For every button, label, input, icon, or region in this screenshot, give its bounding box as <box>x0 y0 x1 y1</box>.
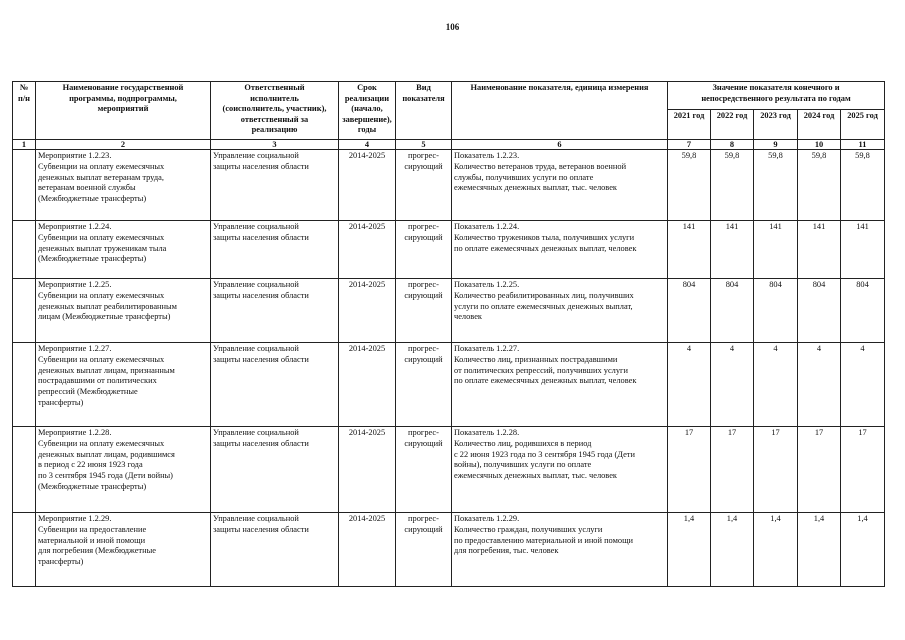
row-indicator: Показатель 1.2.23. Количество ветеранов труда, ветеранов военной службы, получивших услуги по оплате ежемесячных денежных выплат, тыс. человек <box>452 150 668 221</box>
row-term: 2014-2025 <box>339 279 396 343</box>
column-number-row <box>13 140 885 150</box>
header-year-2024: 2024 год <box>798 110 841 140</box>
row-value-2022: 804 <box>711 279 754 343</box>
row-name: Мероприятие 1.2.27. Субвенции на оплату ежемесячных денежных выплат лицам, признанным пострадавшими от политических репрессий (Межбюджетные трансферты) <box>36 343 211 427</box>
row-term: 2014-2025 <box>339 343 396 427</box>
header-num: № п/н <box>13 82 36 140</box>
row-value-2023: 59,8 <box>754 150 798 221</box>
header-kind: Вид показателя <box>396 82 452 140</box>
table-row <box>13 221 885 279</box>
column-number: 3 <box>211 140 339 150</box>
row-responsible: Управление социальной защиты населения области <box>211 221 339 279</box>
row-term: 2014-2025 <box>339 427 396 513</box>
row-indicator: Показатель 1.2.25. Количество реабилитированных лиц, получивших услуги по оплате ежемесячных денежных выплат, человек <box>452 279 668 343</box>
header-responsible: Ответственный исполнитель (соисполнитель, участник), ответственный за реализацию <box>211 82 339 140</box>
column-number: 10 <box>798 140 841 150</box>
row-indicator: Показатель 1.2.27. Количество лиц, признанных пострадавшими от политических репрессий, получивших услуги по оплате ежемесячных денежных выплат, человек <box>452 343 668 427</box>
row-value-2023: 1,4 <box>754 513 798 587</box>
row-kind: прогрес- сирующий <box>396 279 452 343</box>
row-num <box>13 427 36 513</box>
table-row <box>13 427 885 513</box>
row-value-2024: 1,4 <box>798 513 841 587</box>
row-responsible: Управление социальной защиты населения области <box>211 279 339 343</box>
header-year-2025: 2025 год <box>841 110 885 140</box>
page-number: 106 <box>445 22 460 32</box>
row-responsible: Управление социальной защиты населения области <box>211 343 339 427</box>
row-value-2022: 17 <box>711 427 754 513</box>
row-name: Мероприятие 1.2.23. Субвенции на оплату ежемесячных денежных выплат ветеранам труда, ветеранам военной службы (Межбюджетные трансферты) <box>36 150 211 221</box>
row-term: 2014-2025 <box>339 513 396 587</box>
row-num <box>13 513 36 587</box>
header-program-name: Наименование государственной программы, подпрограммы, мероприятий <box>36 82 211 140</box>
header-term: Срок реализации (начало, завершение), годы <box>339 82 396 140</box>
row-value-2023: 804 <box>754 279 798 343</box>
table-row <box>13 513 885 587</box>
row-num <box>13 221 36 279</box>
table-row <box>13 279 885 343</box>
header-year-2022: 2022 год <box>711 110 754 140</box>
row-value-2025: 141 <box>841 221 885 279</box>
row-value-2021: 4 <box>668 343 711 427</box>
row-value-2025: 17 <box>841 427 885 513</box>
row-value-2024: 804 <box>798 279 841 343</box>
row-value-2024: 17 <box>798 427 841 513</box>
row-name: Мероприятие 1.2.25. Субвенции на оплату ежемесячных денежных выплат реабилитированным лицам (Межбюджетные трансферты) <box>36 279 211 343</box>
row-kind: прогрес- сирующий <box>396 427 452 513</box>
header-year-2023: 2023 год <box>754 110 798 140</box>
row-value-2022: 4 <box>711 343 754 427</box>
row-value-2025: 1,4 <box>841 513 885 587</box>
column-number: 5 <box>396 140 452 150</box>
table-row <box>13 343 885 427</box>
column-number: 8 <box>711 140 754 150</box>
row-kind: прогрес- сирующий <box>396 221 452 279</box>
row-value-2021: 17 <box>668 427 711 513</box>
row-responsible: Управление социальной защиты населения области <box>211 150 339 221</box>
row-value-2021: 59,8 <box>668 150 711 221</box>
row-kind: прогрес- сирующий <box>396 513 452 587</box>
column-number: 11 <box>841 140 885 150</box>
row-value-2021: 1,4 <box>668 513 711 587</box>
row-term: 2014-2025 <box>339 221 396 279</box>
row-indicator: Показатель 1.2.29. Количество граждан, получивших услуги по предоставлению материальной и иной помощи для погребения, тыс. человек <box>452 513 668 587</box>
row-value-2023: 141 <box>754 221 798 279</box>
row-value-2025: 4 <box>841 343 885 427</box>
column-number: 2 <box>36 140 211 150</box>
column-number: 4 <box>339 140 396 150</box>
row-value-2024: 4 <box>798 343 841 427</box>
row-value-2022: 141 <box>711 221 754 279</box>
row-indicator: Показатель 1.2.24. Количество тружеников тыла, получивших услуги по оплате ежемесячных денежных выплат, человек <box>452 221 668 279</box>
row-value-2022: 1,4 <box>711 513 754 587</box>
row-value-2023: 4 <box>754 343 798 427</box>
row-name: Мероприятие 1.2.29. Субвенции на предоставление материальной и иной помощи для погребения (Межбюджетные трансферты) <box>36 513 211 587</box>
indicators-table <box>12 81 885 587</box>
column-number: 6 <box>452 140 668 150</box>
column-number: 7 <box>668 140 711 150</box>
header-year-2021: 2021 год <box>668 110 711 140</box>
row-num <box>13 343 36 427</box>
row-value-2021: 804 <box>668 279 711 343</box>
row-num <box>13 279 36 343</box>
row-value-2025: 59,8 <box>841 150 885 221</box>
row-value-2022: 59,8 <box>711 150 754 221</box>
table-row <box>13 150 885 221</box>
row-name: Мероприятие 1.2.28. Субвенции на оплату ежемесячных денежных выплат лицам, родившимся в период с 22 июня 1923 года по 3 сентября 1945 года (Дети войны) (Межбюджетные трансферты) <box>36 427 211 513</box>
row-term: 2014-2025 <box>339 150 396 221</box>
row-indicator: Показатель 1.2.28. Количество лиц, родившихся в период с 22 июня 1923 года по 3 сентября 1945 года (Дети войны), получивших услуги по оплате ежемесячных денежных выплат, тыс. человек <box>452 427 668 513</box>
row-value-2024: 141 <box>798 221 841 279</box>
header-indicator: Наименование показателя, единица измерения <box>452 82 668 140</box>
row-responsible: Управление социальной защиты населения области <box>211 427 339 513</box>
row-name: Мероприятие 1.2.24. Субвенции на оплату ежемесячных денежных выплат труженикам тыла (Межбюджетные трансферты) <box>36 221 211 279</box>
row-responsible: Управление социальной защиты населения области <box>211 513 339 587</box>
row-value-2025: 804 <box>841 279 885 343</box>
row-value-2024: 59,8 <box>798 150 841 221</box>
row-value-2021: 141 <box>668 221 711 279</box>
column-number: 1 <box>13 140 36 150</box>
row-num <box>13 150 36 221</box>
row-kind: прогрес- сирующий <box>396 150 452 221</box>
row-value-2023: 17 <box>754 427 798 513</box>
row-kind: прогрес- сирующий <box>396 343 452 427</box>
column-number: 9 <box>754 140 798 150</box>
header-values-group: Значение показателя конечного и непосредственного результата по годам <box>668 82 885 110</box>
